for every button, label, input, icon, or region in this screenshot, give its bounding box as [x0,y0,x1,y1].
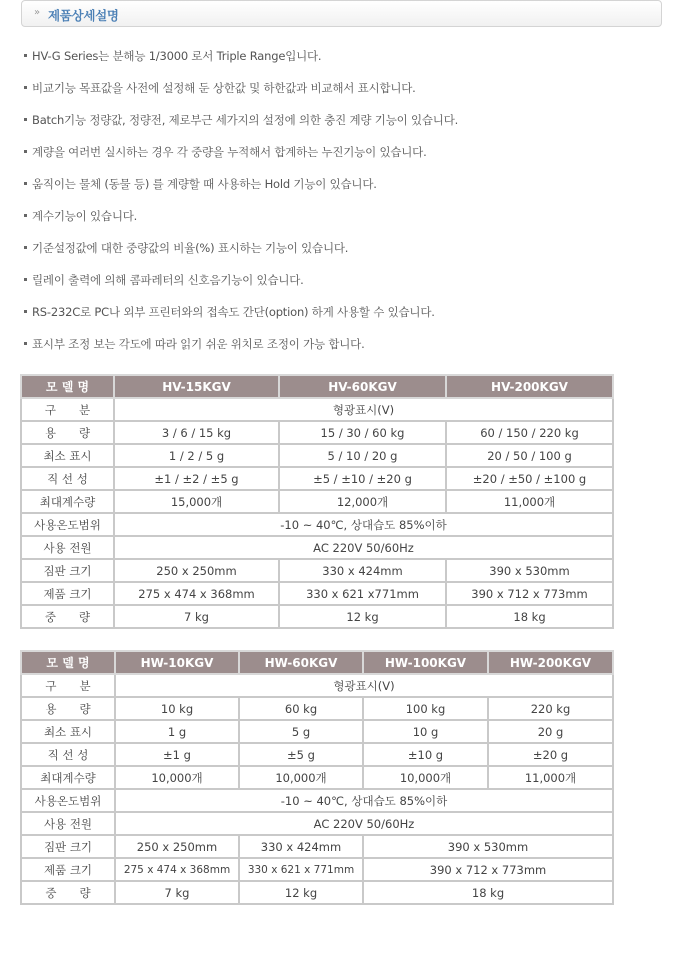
table-cell: 3 / 6 / 15 kg [114,421,279,444]
row-label: 용 량 [21,697,115,720]
feature-item: 계수기능이 있습니다. [24,205,664,237]
header-cell: HV-60KGV [279,375,446,398]
table-cell: AC 220V 50/60Hz [114,536,613,559]
table-cell: 330 x 424mm [239,835,363,858]
table-row [21,858,613,881]
header-cell: HV-200KGV [446,375,613,398]
table-cell: ±20 g [488,743,613,766]
row-label: 제품 크기 [21,582,114,605]
row-label: 중 량 [21,881,115,904]
table-row [21,559,613,582]
table-row [21,674,613,697]
bullet-icon [24,310,27,313]
table-cell: 330 x 621 x 771mm [239,858,363,881]
row-label: 사용 전원 [21,536,114,559]
table-row [21,835,613,858]
table-cell: 형광표시(V) [115,674,613,697]
table-cell: 18 kg [363,881,613,904]
table-cell: 15 / 30 / 60 kg [279,421,446,444]
bullet-icon [24,54,27,57]
table-row [21,536,613,559]
feature-item: 계량을 여러번 실시하는 경우 각 중량을 누적해서 합계하는 누진기능이 있습니다. [24,141,664,173]
table-row [21,513,613,536]
row-label: 최대계수량 [21,766,115,789]
table-row [21,743,613,766]
row-label: 사용온도범위 [21,513,114,536]
chevron-right-icon: » [34,7,41,18]
table-cell: 5 g [239,720,363,743]
row-label: 제품 크기 [21,858,115,881]
table-header-row [21,651,613,674]
row-label: 최소 표시 [21,444,114,467]
table-row [21,421,613,444]
row-label: 사용온도범위 [21,789,115,812]
table-cell: ±5 / ±10 / ±20 g [279,467,446,490]
table-cell: ±10 g [363,743,488,766]
table-cell: 250 x 250mm [114,559,279,582]
table-cell: 60 kg [239,697,363,720]
table-cell: 330 x 424mm [279,559,446,582]
table-cell: 1 / 2 / 5 g [114,444,279,467]
row-label: 짐판 크기 [21,835,115,858]
table-cell: 390 x 712 x 773mm [363,858,613,881]
row-label: 최소 표시 [21,720,115,743]
bullet-icon [24,150,27,153]
section-title: 제품상세설명 [48,8,119,23]
table-cell: 10 g [363,720,488,743]
header-cell: HV-15KGV [114,375,279,398]
table-cell: 60 / 150 / 220 kg [446,421,613,444]
table-cell: 390 x 712 x 773mm [446,582,613,605]
feature-item: 기준설정값에 대한 중량값의 비율(%) 표시하는 기능이 있습니다. [24,237,664,269]
row-label: 최대계수량 [21,490,114,513]
table-row [21,812,613,835]
table-row [21,605,613,628]
row-label: 중 량 [21,605,114,628]
feature-item: HV-G Series는 분해능 1/3000 로서 Triple Range입니다. [24,45,664,77]
table-cell: ±20 / ±50 / ±100 g [446,467,613,490]
table-cell: 7 kg [115,881,239,904]
bullet-icon [24,246,27,249]
table-row [21,444,613,467]
row-label: 직 선 성 [21,467,114,490]
feature-item: 표시부 조정 보는 각도에 따라 읽기 쉬운 위치로 조정이 가능 합니다. [24,333,664,365]
table-row [21,582,613,605]
table-cell: ±5 g [239,743,363,766]
table-cell: 10 kg [115,697,239,720]
table-row [21,720,613,743]
header-cell: HW-60KGV [239,651,363,674]
feature-item: 비교기능 목표값을 사전에 설정해 둔 상한값 및 하한값과 비교해서 표시합니다. [24,77,664,109]
table-cell: 330 x 621 x771mm [279,582,446,605]
table-cell: -10 ~ 40℃, 상대습도 85%이하 [115,789,613,812]
table-cell: 275 x 474 x 368mm [114,582,279,605]
bullet-icon [24,118,27,121]
table-row [21,467,613,490]
table-cell: ±1 g [115,743,239,766]
table-cell: 12 kg [239,881,363,904]
row-label: 짐판 크기 [21,559,114,582]
table-cell: 형광표시(V) [114,398,613,421]
bullet-icon [24,278,27,281]
table-cell: 11,000개 [488,766,613,789]
table-cell: 390 x 530mm [363,835,613,858]
header-cell: HW-10KGV [115,651,239,674]
table-cell: 1 g [115,720,239,743]
table-cell: 12,000개 [279,490,446,513]
feature-item: 릴레이 출력에 의해 콤파레터의 신호음기능이 있습니다. [24,269,664,301]
table-cell: 12 kg [279,605,446,628]
table-row [21,789,613,812]
header-cell: HW-200KGV [488,651,613,674]
spec-table-hw [20,650,614,905]
table-cell: 11,000개 [446,490,613,513]
table-cell: 5 / 10 / 20 g [279,444,446,467]
table-cell: 20 g [488,720,613,743]
feature-item: RS-232C로 PC나 외부 프린터와의 접속도 간단(option) 하게 사용할 수 있습니다. [24,301,664,333]
bullet-icon [24,182,27,185]
row-label: 용 량 [21,421,114,444]
table-row [21,697,613,720]
row-label: 사용 전원 [21,812,115,835]
table-cell: ±1 / ±2 / ±5 g [114,467,279,490]
table-cell: 10,000개 [363,766,488,789]
feature-item: Batch기능 정량값, 정량전, 제로부근 세가지의 설정에 의한 충진 계량 기능이 있습니다. [24,109,664,141]
table-row [21,398,613,421]
header-cell: 모 델 명 [21,375,114,398]
table-row [21,766,613,789]
table-cell: 250 x 250mm [115,835,239,858]
table-cell: 275 x 474 x 368mm [115,858,239,881]
table-cell: 10,000개 [239,766,363,789]
bullet-icon [24,214,27,217]
row-label: 구 분 [21,398,114,421]
table-cell: 7 kg [114,605,279,628]
feature-item: 움직이는 물체 (동물 등) 를 계량할 때 사용하는 Hold 기능이 있습니다. [24,173,664,205]
table-cell: 220 kg [488,697,613,720]
table-cell: 100 kg [363,697,488,720]
header-cell: 모 델 명 [21,651,115,674]
table-row [21,490,613,513]
bullet-icon [24,342,27,345]
table-cell: 15,000개 [114,490,279,513]
table-cell: 390 x 530mm [446,559,613,582]
table-header-row [21,375,613,398]
table-cell: 10,000개 [115,766,239,789]
section-header [21,0,662,27]
spec-table-hv [20,374,614,629]
feature-list [24,45,664,365]
table-cell: 18 kg [446,605,613,628]
table-cell: 20 / 50 / 100 g [446,444,613,467]
bullet-icon [24,86,27,89]
table-cell: -10 ~ 40℃, 상대습도 85%이하 [114,513,613,536]
row-label: 직 선 성 [21,743,115,766]
table-cell: AC 220V 50/60Hz [115,812,613,835]
row-label: 구 분 [21,674,115,697]
header-cell: HW-100KGV [363,651,488,674]
table-row [21,881,613,904]
